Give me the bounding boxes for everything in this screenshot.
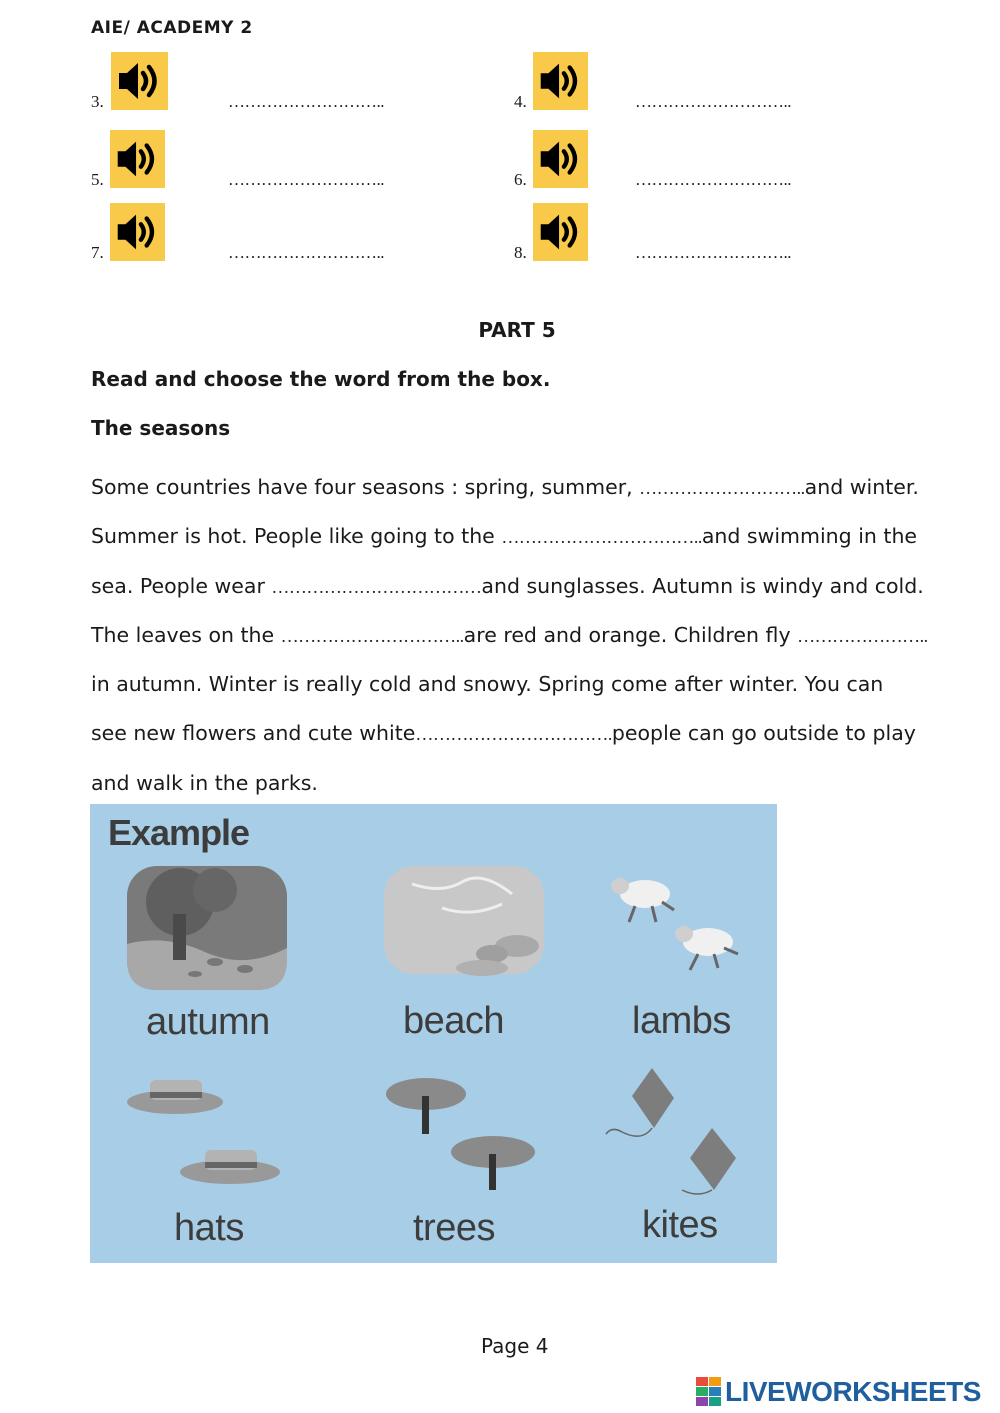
passage-line: and walk in the parks. [91,770,318,795]
answer-blank[interactable]: ………………………….. [280,625,464,646]
audio-item-3 [91,52,491,112]
answer-blank[interactable]: ……………………….. [635,243,791,262]
word-box [90,804,777,1263]
word-option: beach [403,1000,505,1042]
word-option: kites [642,1204,718,1246]
speaker-icon [533,130,588,188]
audio-item-5 [91,130,491,190]
play-audio-button[interactable] [111,52,168,110]
answer-blank[interactable]: ……………………….. [228,170,384,189]
play-audio-button[interactable] [533,203,588,261]
play-audio-button[interactable] [110,130,165,188]
hats-image [120,1062,290,1202]
speaker-icon [533,52,588,110]
item-number: 5. [91,170,104,189]
item-number: 7. [91,243,104,262]
passage-line: see new flowers and cute white…………………………….people can go outside to play [91,721,916,746]
word-option: lambs [632,1000,731,1042]
part-heading: PART 5 [478,318,556,342]
word-option: hats [174,1207,244,1249]
answer-blank[interactable]: ……………………………… [271,576,482,597]
item-number: 8. [514,243,527,262]
passage-line: in autumn. Winter is really cold and snowy. Spring come after winter. You can [91,672,884,697]
reading-passage [91,463,961,808]
item-number: 3. [91,92,104,111]
item-number: 4. [514,92,527,111]
speaker-icon [110,130,165,188]
brand-logo[interactable] [696,1376,981,1408]
autumn-tree-image [125,864,289,992]
play-audio-button[interactable] [110,203,165,261]
beach-image [382,864,546,976]
passage-line: The leaves on the …………………………..are red and orange. Children fly ………………….. [91,622,928,647]
answer-blank[interactable]: ……………………….. [228,243,384,262]
instruction-text: Read and choose the word from the box. [91,367,551,391]
passage-line: Summer is hot. People like going to the ……………………………..and swimming in the [91,524,918,549]
audio-item-4 [514,52,914,112]
answer-blank[interactable]: …………………………….. [501,527,702,548]
passage-title: The seasons [91,416,231,440]
item-number: 6. [514,170,527,189]
speaker-icon [110,203,165,261]
brand-name: LIVEWORKSHEETS [725,1376,981,1407]
example-label: Example [108,812,250,853]
lambs-image [600,864,750,984]
liveworksheets-logo-icon [696,1377,722,1407]
answer-blank[interactable]: ……………………….. [635,170,791,189]
document-header: AIE/ ACADEMY 2 [91,18,253,38]
trees-image [378,1066,548,1196]
answer-blank[interactable]: ………………….. [797,625,928,646]
answer-blank[interactable]: ……………………….. [635,92,791,111]
passage-line: Some countries have four seasons : spring, summer, ………………………..and winter. [91,475,919,499]
audio-item-6 [514,130,914,190]
passage-line: sea. People wear ………………………………and sunglasses. Autumn is windy and cold. [91,573,924,598]
word-option: trees [413,1207,495,1249]
play-audio-button[interactable] [533,52,588,110]
speaker-icon [533,203,588,261]
answer-blank[interactable]: ……………………………. [415,724,612,745]
play-audio-button[interactable] [533,130,588,188]
word-option: autumn [146,1001,270,1043]
answer-blank[interactable]: ……………………….. [228,92,384,111]
kites-image [602,1062,762,1202]
audio-item-7 [91,203,491,263]
speaker-icon [111,52,168,110]
answer-blank[interactable]: ……………………….. [639,478,805,498]
audio-item-8 [514,203,914,263]
page-number: Page 4 [481,1334,549,1358]
